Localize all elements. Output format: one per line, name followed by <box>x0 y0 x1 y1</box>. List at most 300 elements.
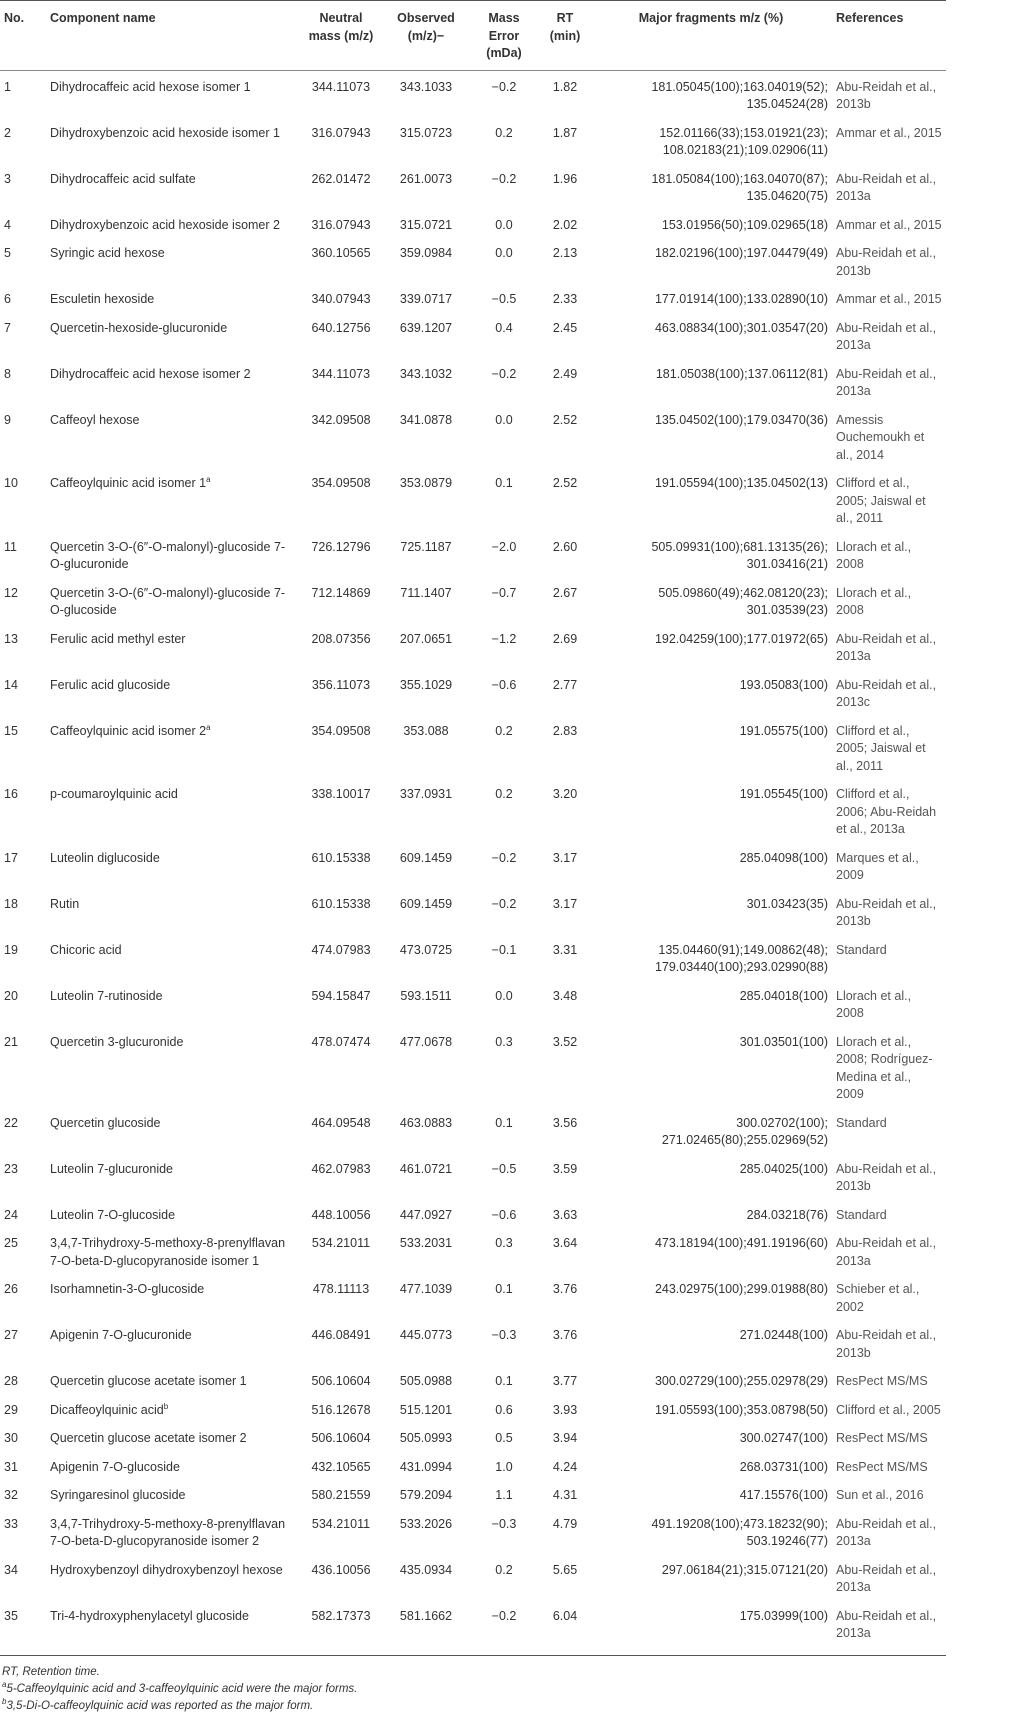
cell-no: 7 <box>4 320 11 335</box>
cell-mass-error: 0.6 <box>495 1402 513 1417</box>
table-row <box>0 404 946 468</box>
table-row <box>0 577 946 623</box>
cell-observed: 533.2031 <box>399 1236 453 1250</box>
cell-major-fragments: 300.02747(100) <box>739 1431 828 1445</box>
cell-neutral-mass: 360.10565 <box>311 246 371 260</box>
cell-mass-error: 0.0 <box>495 412 513 427</box>
component-name-text: Dihydrocaffeic acid sulfate <box>50 171 196 186</box>
cell-no: 4 <box>4 217 11 232</box>
table-row <box>0 531 946 577</box>
footnote-a-text: 5-Caffeoylquinic acid and 3-caffeoylquinic acid were the major forms. <box>6 1682 358 1695</box>
cell-major-fragments: 135.04502(100);179.03470(36) <box>654 412 828 427</box>
cell-rt: 2.69 <box>552 631 578 646</box>
header-mass-error: Mass Error (mDa) <box>468 1 540 71</box>
cell-references: Llorach et al., 2008 <box>836 988 912 1020</box>
cell-major-fragments: 243.02975(100);299.01988(80) <box>654 1282 828 1296</box>
cell-no: 20 <box>4 988 18 1003</box>
table-row <box>0 117 946 163</box>
cell-major-fragments: 271.02448(100) <box>739 1328 828 1342</box>
component-name-text: p-coumaroylquinic acid <box>50 787 178 801</box>
cell-observed: 581.1662 <box>384 1600 468 1656</box>
cell-rt: 3.63 <box>552 1207 578 1222</box>
component-name-text: Dicaffeoylquinic acid <box>50 1402 164 1417</box>
cell-component-name <box>46 980 298 1026</box>
cell-rt: 2.67 <box>552 585 578 600</box>
cell-observed: 447.0927 <box>399 1207 453 1222</box>
cell-observed: 339.0717 <box>399 292 453 306</box>
cell-major-fragments: 191.05593(100);353.08798(50) <box>654 1402 828 1417</box>
cell-component-name <box>46 623 298 669</box>
footnote-b-text: 3,5-Di-O-caffeoylquinic acid was reported as the major form. <box>6 1699 314 1712</box>
cell-rt: 1.82 <box>552 79 578 94</box>
cell-major-fragments: 285.04098(100) <box>739 850 828 865</box>
cell-major-fragments: 505.09860(49);462.08120(23); 301.03539(23) <box>658 585 828 617</box>
cell-observed: 341.0878 <box>399 412 453 427</box>
cell-rt: 1.87 <box>552 125 578 140</box>
cell-observed: 343.1033 <box>399 79 453 94</box>
cell-major-fragments: 191.05545(100) <box>739 787 828 801</box>
cell-component-name <box>46 1554 298 1600</box>
cell-neutral-mass: 340.07943 <box>311 292 371 306</box>
cell-rt: 3.48 <box>552 988 578 1003</box>
cell-mass-error: −0.2 <box>491 850 517 865</box>
cell-neutral-mass: 448.10056 <box>311 1207 371 1222</box>
cell-mass-error: 0.1 <box>495 1374 513 1388</box>
footnote-b <box>2 1698 948 1715</box>
cell-rt: 4.24 <box>552 1459 578 1474</box>
cell-rt: 3.17 <box>552 896 578 911</box>
cell-mass-error: −0.5 <box>491 1161 517 1176</box>
cell-rt: 4.79 <box>552 1516 578 1531</box>
cell-observed: 477.0678 <box>399 1034 453 1049</box>
cell-component-name <box>46 1153 298 1199</box>
cell-component-name <box>46 312 298 358</box>
cell-neutral-mass: 354.09508 <box>311 476 371 490</box>
table-row <box>0 1554 946 1600</box>
cell-no: 3 <box>4 171 11 186</box>
cell-observed: 639.1207 <box>399 320 453 335</box>
component-name-text: Esculetin hexoside <box>50 292 155 306</box>
cell-no: 19 <box>4 942 18 957</box>
cell-component-name <box>46 778 298 842</box>
cell-rt: 2.02 <box>552 217 578 232</box>
cell-major-fragments: 181.05038(100);137.06112(81) <box>655 366 828 381</box>
cell-major-fragments: 182.02196(100);197.04479(49) <box>654 246 828 260</box>
table-row <box>0 1600 946 1656</box>
table-row <box>0 358 946 404</box>
cell-component-name <box>46 117 298 163</box>
cell-rt: 3.56 <box>552 1115 578 1130</box>
component-name-text: Ferulic acid methyl ester <box>50 631 186 646</box>
table-row <box>0 1479 946 1508</box>
cell-mass-error: 1.0 <box>495 1459 513 1474</box>
cell-major-fragments: 153.01956(50);109.02965(18) <box>661 217 828 232</box>
cell-references: Abu-Reidah et al., 2013a <box>836 1236 937 1268</box>
cell-neutral-mass: 478.11113 <box>312 1282 370 1296</box>
cell-references: Ammar et al., 2015 <box>836 217 942 232</box>
cell-component-name <box>46 1365 298 1394</box>
cell-references: Ammar et al., 2015 <box>836 292 942 306</box>
table-footnotes <box>0 1656 948 1715</box>
cell-observed: 431.0994 <box>399 1459 453 1474</box>
cell-observed: 505.0993 <box>399 1431 453 1445</box>
cell-no: 23 <box>4 1161 18 1176</box>
cell-component-name <box>46 1451 298 1480</box>
cell-neutral-mass: 712.14869 <box>311 585 371 600</box>
cell-rt: 3.94 <box>552 1431 578 1445</box>
cell-neutral-mass: 208.07356 <box>311 631 371 646</box>
cell-component-name <box>46 669 298 715</box>
cell-rt: 3.52 <box>552 1034 578 1049</box>
cell-no: 17 <box>4 850 18 865</box>
cell-major-fragments: 285.04025(100) <box>739 1161 828 1176</box>
cell-neutral-mass: 474.07983 <box>311 942 371 957</box>
component-name-text: Quercetin glucoside <box>50 1115 161 1130</box>
component-name-text: 3,4,7-Trihydroxy-5-methoxy-8-prenylflavan 7-O-beta-D-glucopyranoside isomer 1 <box>50 1236 286 1268</box>
cell-observed: 711.1407 <box>400 585 452 600</box>
cell-mass-error: 0.4 <box>495 320 513 335</box>
cell-rt: 2.49 <box>552 366 578 381</box>
cell-major-fragments: 297.06184(21);315.07121(20) <box>661 1562 828 1577</box>
component-name-text: Syringic acid hexose <box>50 246 165 260</box>
component-name-text: Caffeoylquinic acid isomer 1 <box>50 476 207 490</box>
component-name-text: Chicoric acid <box>50 942 122 957</box>
cell-no: 24 <box>4 1207 18 1222</box>
cell-no: 26 <box>4 1282 18 1296</box>
cell-rt: 5.65 <box>552 1562 578 1577</box>
cell-observed: 353.088 <box>403 723 449 738</box>
component-name-text: Rutin <box>50 896 80 911</box>
table-row <box>0 1199 946 1228</box>
cell-references: Abu-Reidah et al., 2013a <box>836 1562 937 1594</box>
cell-references: Abu-Reidah et al., 2013b <box>836 1328 937 1360</box>
table-row <box>0 70 946 117</box>
table-row <box>0 1422 946 1451</box>
cell-neutral-mass: 594.15847 <box>311 988 371 1003</box>
component-name-text: Quercetin glucose acetate isomer 2 <box>50 1431 247 1445</box>
cell-major-fragments: 181.05084(100);163.04070(87); 135.04620(75) <box>651 171 828 203</box>
cell-component-name <box>46 1273 298 1319</box>
cell-no: 11 <box>4 539 17 554</box>
cell-references: ResPect MS/MS <box>836 1459 928 1474</box>
cell-neutral-mass: 436.10056 <box>311 1562 371 1577</box>
component-name-text: Apigenin 7-O-glucoside <box>50 1459 180 1474</box>
cell-neutral-mass: 356.11073 <box>311 677 371 692</box>
cell-mass-error: 0.0 <box>495 246 513 260</box>
cell-references: Abu-Reidah et al., 2013a <box>836 366 937 398</box>
cell-rt: 3.59 <box>552 1161 578 1176</box>
cell-rt: 3.76 <box>552 1328 578 1342</box>
cell-rt: 3.76 <box>552 1282 578 1296</box>
cell-no: 33 <box>4 1516 18 1531</box>
footnote-marker: a <box>206 722 211 732</box>
cell-rt: 4.31 <box>552 1488 578 1502</box>
cell-component-name <box>46 163 298 209</box>
cell-references: Abu-Reidah et al., 2013c <box>836 677 937 709</box>
cell-references: Standard <box>836 1207 887 1222</box>
cell-neutral-mass: 726.12796 <box>311 539 371 554</box>
component-name-text: Syringaresinol glucoside <box>50 1488 186 1502</box>
cell-neutral-mass: 516.12678 <box>311 1402 371 1417</box>
cell-major-fragments: 191.05575(100) <box>739 723 828 738</box>
header-observed: Observed (m/z)− <box>384 1 468 71</box>
cell-references: Abu-Reidah et al., 2013b <box>836 896 937 928</box>
cell-observed: 579.2094 <box>399 1488 453 1502</box>
header-rt: RT (min) <box>540 1 590 71</box>
table-row <box>0 934 946 980</box>
cell-component-name <box>46 888 298 934</box>
header-component-name: Component name <box>46 1 298 71</box>
cell-neutral-mass: 342.09508 <box>311 412 371 427</box>
cell-references: Amessis Ouchemoukh et al., 2014 <box>836 412 925 462</box>
cell-component-name <box>46 358 298 404</box>
cell-no: 10 <box>4 476 18 490</box>
cell-rt: 2.52 <box>552 412 578 427</box>
cell-references: Clifford et al., 2005; Jaiswal et al., 2011 <box>836 723 926 773</box>
cell-references: Llorach et al., 2008 <box>836 585 912 617</box>
footnote-rt: RT, Retention time. <box>2 1665 100 1678</box>
cell-major-fragments: 491.19208(100);473.18232(90); 503.19246(77) <box>651 1516 828 1548</box>
cell-no: 2 <box>4 125 11 140</box>
cell-observed: 609.1459 <box>399 850 453 865</box>
cell-major-fragments: 505.09931(100);681.13135(26); 301.03416(21) <box>651 539 828 571</box>
cell-references: Clifford et al., 2006; Abu-Reidah et al., 2013a <box>836 787 937 836</box>
cell-rt: 1.96 <box>552 171 578 186</box>
cell-references: Ammar et al., 2015 <box>836 125 942 140</box>
cell-references: Abu-Reidah et al., 2013b <box>836 1161 937 1193</box>
cell-mass-error: 0.0 <box>495 217 513 232</box>
cell-rt: 6.04 <box>540 1600 590 1656</box>
cell-neutral-mass: 506.10604 <box>311 1431 371 1445</box>
cell-rt: 3.93 <box>552 1402 578 1417</box>
cell-major-fragments: 284.03218(76) <box>746 1207 828 1222</box>
cell-observed: 207.0651 <box>399 631 453 646</box>
cell-mass-error: 1.1 <box>495 1488 513 1502</box>
cell-rt: 2.45 <box>552 320 578 335</box>
cell-references: Standard <box>836 1115 887 1130</box>
cell-component-name <box>46 1600 298 1656</box>
cell-observed: 609.1459 <box>399 896 453 911</box>
cell-mass-error: 0.2 <box>495 787 513 801</box>
table-row <box>0 1394 946 1423</box>
cell-no: 12 <box>4 585 18 600</box>
cell-references: Abu-Reidah et al., 2013a <box>836 171 937 203</box>
cell-component-name <box>46 404 298 468</box>
cell-references: Standard <box>836 942 887 957</box>
cell-neutral-mass: 580.21559 <box>311 1488 371 1502</box>
cell-mass-error: 0.3 <box>495 1034 513 1049</box>
cell-observed: 725.1187 <box>400 539 452 554</box>
cell-rt: 3.17 <box>552 850 578 865</box>
cell-mass-error: −0.2 <box>491 366 517 381</box>
cell-no: 34 <box>4 1562 18 1577</box>
header-major-fragments: Major fragments m/z (%) <box>590 1 832 71</box>
cell-references: Llorach et al., 2008; Rodríguez-Medina et al., 2009 <box>836 1034 933 1101</box>
cell-references: Schieber et al., 2002 <box>836 1282 920 1314</box>
cell-mass-error: −0.3 <box>491 1516 517 1531</box>
cell-references: Abu-Reidah et al., 2013a <box>832 1600 946 1656</box>
cell-neutral-mass: 316.07943 <box>311 217 371 232</box>
cell-observed: 445.0773 <box>399 1328 453 1342</box>
table-row <box>0 237 946 283</box>
cell-observed: 315.0723 <box>399 125 453 140</box>
cell-no: 6 <box>4 292 11 306</box>
cell-observed: 315.0721 <box>399 217 453 232</box>
cell-no: 25 <box>4 1236 18 1250</box>
cell-rt: 3.20 <box>552 787 578 801</box>
cell-mass-error: −0.2 <box>491 896 517 911</box>
component-name-text: 3,4,7-Trihydroxy-5-methoxy-8-prenylflavan 7-O-beta-D-glucopyranoside isomer 2 <box>50 1516 286 1548</box>
cell-component-name <box>46 842 298 888</box>
cell-rt: 3.64 <box>552 1236 578 1250</box>
cell-mass-error: −0.5 <box>491 292 517 306</box>
cell-major-fragments: 463.08834(100);301.03547(20) <box>654 320 828 335</box>
component-name-text: Quercetin-hexoside-glucuronide <box>50 320 228 335</box>
cell-component-name <box>46 237 298 283</box>
cell-mass-error: 0.1 <box>495 1115 513 1130</box>
cell-observed: 359.0984 <box>399 246 453 260</box>
component-name-text: Dihydroxybenzoic acid hexoside isomer 2 <box>50 217 280 232</box>
cell-no: 1 <box>4 79 11 94</box>
cell-neutral-mass: 478.07474 <box>311 1034 371 1049</box>
table-row <box>0 312 946 358</box>
footnote-a-mark: a <box>2 1679 7 1689</box>
cell-mass-error: 0.0 <box>495 988 513 1003</box>
table-body <box>0 70 946 1655</box>
table-row <box>0 1026 946 1107</box>
cell-rt: 2.33 <box>552 292 578 306</box>
cell-observed: 261.0073 <box>399 171 453 186</box>
table-row <box>0 669 946 715</box>
cell-component-name <box>46 1107 298 1153</box>
cell-rt: 3.31 <box>552 942 578 957</box>
component-name-text: Quercetin 3-glucuronide <box>50 1034 184 1049</box>
cell-references: Clifford et al., 2005 <box>836 1402 941 1417</box>
cell-mass-error: 0.2 <box>495 1562 513 1577</box>
cell-no: 32 <box>4 1488 18 1502</box>
cell-component-name <box>46 1199 298 1228</box>
cell-no: 30 <box>4 1431 18 1445</box>
component-name-text: Caffeoyl hexose <box>50 412 140 427</box>
component-name-text: Dihydroxybenzoic acid hexoside isomer 1 <box>50 125 280 140</box>
cell-no: 28 <box>4 1374 18 1388</box>
cell-observed: 477.1039 <box>399 1282 453 1296</box>
component-name-text: Dihydrocaffeic acid hexose isomer 2 <box>50 366 251 381</box>
footnote-marker: b <box>163 1401 169 1411</box>
cell-mass-error: 0.5 <box>495 1431 513 1445</box>
component-name-text: Caffeoylquinic acid isomer 2 <box>50 723 207 738</box>
cell-rt: 2.52 <box>552 476 578 490</box>
cell-component-name <box>46 209 298 238</box>
table-row <box>0 1153 946 1199</box>
cell-major-fragments: 301.03501(100) <box>739 1034 828 1049</box>
component-name-text: Luteolin 7-rutinoside <box>50 988 163 1003</box>
cell-major-fragments: 193.05083(100) <box>739 677 828 692</box>
cell-mass-error: 0.3 <box>495 1236 513 1250</box>
cell-references: Abu-Reidah et al., 2013a <box>836 1516 937 1548</box>
cell-rt: 3.77 <box>552 1374 578 1388</box>
cell-references: Abu-Reidah et al., 2013b <box>836 246 937 278</box>
cell-component-name <box>46 1422 298 1451</box>
cell-references: Llorach et al., 2008 <box>836 539 912 571</box>
cell-references: ResPect MS/MS <box>836 1431 928 1445</box>
cell-mass-error: −0.2 <box>468 1600 540 1656</box>
cell-major-fragments: 181.05045(100);163.04019(52); 135.04524(28) <box>651 79 828 111</box>
cell-component-name <box>46 1394 298 1423</box>
cell-major-fragments: 268.03731(100) <box>739 1459 828 1474</box>
cell-component-name <box>46 577 298 623</box>
cell-major-fragments: 301.03423(35) <box>746 896 828 911</box>
cell-component-name <box>46 1026 298 1107</box>
component-name-text: Luteolin diglucoside <box>50 850 160 865</box>
cell-references: Clifford et al., 2005; Jaiswal et al., 2011 <box>836 476 926 525</box>
cell-observed: 343.1032 <box>399 366 453 381</box>
table-row <box>0 623 946 669</box>
table-row <box>0 467 946 531</box>
cell-component-name <box>46 715 298 779</box>
cell-neutral-mass: 316.07943 <box>311 125 371 140</box>
cell-no: 16 <box>4 787 18 801</box>
component-name-text: Isorhamnetin-3-O-glucoside <box>50 1282 205 1296</box>
table-row <box>0 1319 946 1365</box>
cell-no: 5 <box>4 246 11 260</box>
footnote-marker: a <box>206 474 211 484</box>
cell-neutral-mass: 446.08491 <box>311 1328 371 1342</box>
cell-component-name <box>46 1227 298 1273</box>
cell-observed: 435.0934 <box>399 1562 453 1577</box>
cell-no: 8 <box>4 366 11 381</box>
cell-rt: 2.13 <box>552 246 578 260</box>
cell-mass-error: −0.7 <box>491 585 517 600</box>
cell-mass-error: 0.2 <box>495 723 513 738</box>
cell-mass-error: −0.2 <box>491 79 517 94</box>
cell-component-name <box>46 70 298 117</box>
component-name-text: Dihydrocaffeic acid hexose isomer 1 <box>50 79 251 94</box>
component-name-text: Tri-4-hydroxyphenylacetyl glucoside <box>50 1608 249 1623</box>
cell-major-fragments: 175.03999(100) <box>590 1600 832 1656</box>
cell-no: 21 <box>4 1034 18 1049</box>
cell-rt: 2.60 <box>552 539 578 554</box>
cell-references: Abu-Reidah et al., 2013b <box>836 79 937 111</box>
cell-neutral-mass: 610.15338 <box>311 850 371 865</box>
cell-no: 29 <box>4 1402 18 1417</box>
cell-references: Sun et al., 2016 <box>836 1488 924 1502</box>
cell-component-name <box>46 283 298 312</box>
component-name-text: Quercetin 3-O-(6″-O-malonyl)-glucoside 7-O-glucuronide <box>50 539 286 571</box>
table-row <box>0 778 946 842</box>
cell-mass-error: 0.2 <box>495 125 513 140</box>
cell-observed: 337.0931 <box>399 787 453 801</box>
cell-major-fragments: 152.01166(33);153.01921(23); 108.02183(21);109.02906(11) <box>659 125 828 157</box>
cell-mass-error: −0.2 <box>491 171 517 186</box>
cell-no: 15 <box>4 723 18 738</box>
table-row <box>0 715 946 779</box>
table-row <box>0 1451 946 1480</box>
cell-neutral-mass: 344.11073 <box>311 366 371 381</box>
component-name-text: Luteolin 7-glucuronide <box>50 1161 174 1176</box>
cell-neutral-mass: 432.10565 <box>311 1459 371 1474</box>
cell-neutral-mass: 534.21011 <box>311 1516 371 1531</box>
table-row <box>0 1227 946 1273</box>
cell-component-name <box>46 1508 298 1554</box>
component-name-text: Ferulic acid glucoside <box>50 677 171 692</box>
cell-neutral-mass: 610.15338 <box>311 896 371 911</box>
cell-observed: 515.1201 <box>399 1402 453 1417</box>
cell-no: 18 <box>4 896 18 911</box>
cell-major-fragments: 191.05594(100);135.04502(13) <box>654 476 828 490</box>
table-row <box>0 1273 946 1319</box>
cell-observed: 461.0721 <box>399 1161 453 1176</box>
